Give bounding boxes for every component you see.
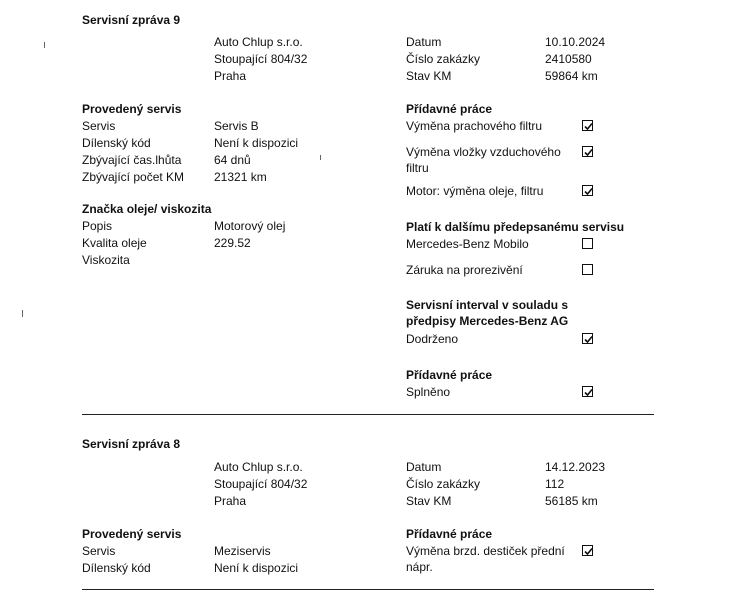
report-9-viscosity-label: Viskozita — [82, 253, 130, 267]
report-8-date-value: 14.12.2023 — [545, 460, 606, 474]
report-9-km-value: 59864 km — [545, 69, 598, 83]
report-9-extra2-checkbox[interactable] — [582, 386, 593, 397]
report-8-service-label: Servis — [82, 544, 116, 558]
report-9-extra2-item: Splněno — [406, 385, 451, 399]
report-9-order-value: 2410580 — [545, 52, 592, 66]
report-9-remaining-time-value: 64 dnů — [214, 153, 251, 167]
report-9-title: Servisní zpráva 9 — [82, 13, 181, 27]
report-9-date-label: Datum — [406, 35, 442, 49]
report-9-valid-checkbox-1[interactable] — [582, 238, 593, 249]
report-8-workshop-code-value: Není k dispozici — [214, 561, 299, 575]
report-9-oil-heading: Značka oleje/ viskozita — [82, 202, 212, 216]
report-8-date-label: Datum — [406, 460, 442, 474]
scan-speck — [44, 42, 45, 48]
report-8-service-value: Meziservis — [214, 544, 271, 558]
report-9-service-label: Servis — [82, 119, 116, 133]
report-9-interval-item: Dodrženo — [406, 332, 459, 346]
scan-speck — [22, 310, 23, 317]
report-8-order-value: 112 — [545, 477, 565, 491]
report-9-remaining-time-label: Zbývající čas.lhůta — [82, 153, 182, 167]
report-9-interval-heading: Servisní interval v souladu s předpisy Mercedes-Benz AG — [406, 298, 569, 328]
report-9-extra-item-1: Výměna prachového filtru — [406, 119, 543, 133]
report-8-service-heading: Provedený servis — [82, 527, 182, 541]
report-9-service-value: Servis B — [214, 119, 259, 133]
report-9-city: Praha — [214, 69, 247, 83]
report-9-extra-checkbox-2[interactable] — [582, 146, 593, 157]
report-9-service-heading: Provedený servis — [82, 102, 182, 116]
report-8-street: Stoupající 804/32 — [214, 477, 308, 491]
report-9-km-label: Stav KM — [406, 69, 452, 83]
report-9-extra2-heading: Přídavné práce — [406, 368, 493, 382]
report-9-date-value: 10.10.2024 — [545, 35, 606, 49]
report-8-company: Auto Chlup s.r.o. — [214, 460, 303, 474]
report-9-company: Auto Chlup s.r.o. — [214, 35, 303, 49]
report-8-workshop-code-label: Dílenský kód — [82, 561, 151, 575]
report-9-extra-item-2: Výměna vložky vzduchového filtru — [406, 145, 561, 175]
report-9-extra-heading: Přídavné práce — [406, 102, 493, 116]
report-9-valid-item-2: Záruka na prorezivění — [406, 263, 523, 277]
report-9-oil-desc-label: Popis — [82, 219, 113, 233]
report-9-oil-quality-label: Kvalita oleje — [82, 236, 147, 250]
report-8-title: Servisní zpráva 8 — [82, 437, 181, 451]
scan-speck — [320, 155, 321, 160]
report-9-remaining-km-value: 21321 km — [214, 170, 267, 184]
report-8-extra-checkbox-1[interactable] — [582, 545, 593, 556]
report-9-valid-heading: Platí k dalšímu předepsanému servisu — [406, 220, 625, 234]
section-divider — [82, 414, 654, 415]
report-9-oil-desc-value: Motorový olej — [214, 219, 286, 233]
report-9-extra-item-3: Motor: výměna oleje, filtru — [406, 184, 544, 198]
section-divider — [82, 589, 654, 590]
report-9-extra-checkbox-3[interactable] — [582, 185, 593, 196]
report-8-city: Praha — [214, 494, 247, 508]
report-8-km-label: Stav KM — [406, 494, 452, 508]
report-9-valid-item-1: Mercedes-Benz Mobilo — [406, 237, 529, 251]
report-8-extra-item-1: Výměna brzd. destiček přední nápr. — [406, 544, 565, 574]
report-8-km-value: 56185 km — [545, 494, 598, 508]
report-9-street: Stoupající 804/32 — [214, 52, 308, 66]
report-9-extra-checkbox-1[interactable] — [582, 120, 593, 131]
report-9-order-label: Číslo zakázky — [406, 52, 481, 66]
report-8-order-label: Číslo zakázky — [406, 477, 481, 491]
report-9-valid-checkbox-2[interactable] — [582, 264, 593, 275]
report-9-remaining-km-label: Zbývající počet KM — [82, 170, 185, 184]
report-9-workshop-code-label: Dílenský kód — [82, 136, 151, 150]
report-9-interval-checkbox[interactable] — [582, 333, 593, 344]
report-9-oil-quality-value: 229.52 — [214, 236, 251, 250]
report-8-extra-heading: Přídavné práce — [406, 527, 493, 541]
report-9-workshop-code-value: Není k dispozici — [214, 136, 299, 150]
